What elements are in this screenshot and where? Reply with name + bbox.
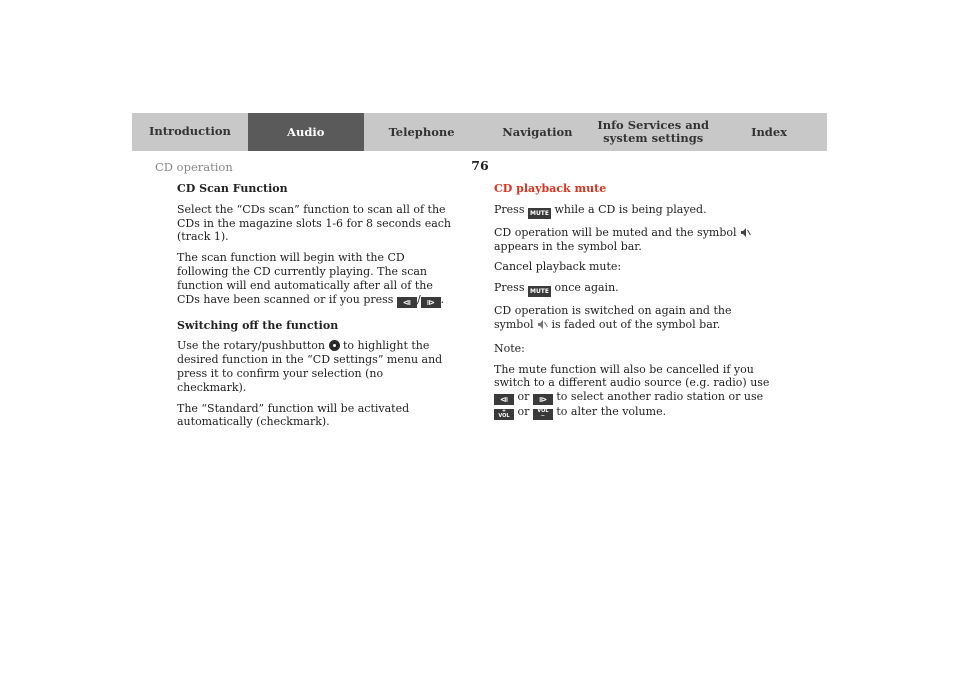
- rotary-pushbutton-icon: [329, 340, 340, 351]
- on-paragraph: [494, 304, 772, 332]
- cancel-label: Cancel playback mute:: [494, 260, 622, 274]
- note-text-b: to select another radio station or use: [556, 390, 764, 404]
- note-label: Note:: [494, 341, 525, 355]
- off-paragraph-2: The “Standard” function will be activated automatically (checkmark).: [177, 401, 410, 429]
- tab-audio[interactable]: Audio: [248, 113, 364, 151]
- mute-paragraph-1: [494, 203, 772, 219]
- slash: /: [416, 292, 421, 306]
- next-button-icon: ⧐: [421, 297, 441, 308]
- cancel-text-b: once again.: [554, 281, 619, 295]
- note-text-a: The mute function will also be cancelled if you switch to a different audio source (e.g. radio) use: [494, 362, 770, 390]
- press-label-2: Press: [494, 281, 525, 295]
- scan-paragraph-2: [177, 251, 455, 307]
- muted-speaker-icon: [537, 319, 548, 330]
- mute-button-icon: MUTE: [529, 288, 550, 296]
- scan-heading: CD Scan Function: [177, 182, 288, 195]
- next-button-icon: ⧐: [533, 394, 553, 405]
- note-or-2: or: [517, 405, 530, 419]
- volume-up-button-icon: [494, 409, 514, 420]
- tab-telephone[interactable]: Telephone: [388, 124, 455, 139]
- vol-down-label: VOL: [537, 407, 549, 414]
- left-column: [177, 182, 455, 436]
- right-column: [494, 182, 772, 427]
- prev-button-icon: ⧏: [397, 297, 417, 308]
- scan-paragraph-1: Select the “CDs scan” function to scan all of the CDs in the magazine slots 1-6 for 8 seconds each (track 1).: [177, 202, 452, 244]
- vol-up-label: VOL: [498, 413, 510, 420]
- on-text-a: CD operation is switched on again and the symbol: [494, 304, 732, 331]
- mute-text-b: while a CD is being played.: [554, 202, 707, 216]
- note-or-1: or: [517, 390, 530, 404]
- mute-text-2a: CD operation will be muted and the symbol: [494, 225, 737, 239]
- on-text-b: is faded out of the symbol bar.: [551, 317, 721, 331]
- off-text-a: Use the rotary/pushbutton: [177, 339, 326, 353]
- press-label: Press: [494, 202, 525, 216]
- mute-text-2b: appears in the symbol bar.: [494, 239, 642, 253]
- tab-index[interactable]: Index: [751, 124, 788, 139]
- off-heading: Switching off the function: [177, 318, 339, 332]
- cancel-paragraph: [494, 281, 772, 297]
- mute-heading: CD playback mute: [494, 182, 607, 195]
- note-text-c: to alter the volume.: [556, 405, 667, 419]
- section-title: CD operation: [155, 160, 233, 174]
- vol-up-plus: +: [501, 407, 507, 414]
- tab-navigation[interactable]: Navigation: [502, 124, 573, 139]
- note-paragraph: [494, 363, 772, 420]
- section-tabs: [132, 113, 827, 151]
- volume-down-button-icon: [533, 409, 553, 420]
- tab-introduction[interactable]: Introduction: [148, 124, 231, 138]
- prev-button-icon: ⧏: [494, 394, 514, 405]
- mute-button-icon: MUTE: [529, 209, 550, 217]
- off-text-b: to highlight the desired function in the “CD settings” menu and press it to confirm your selection (no checkmark).: [177, 339, 443, 394]
- muted-speaker-icon: [740, 227, 751, 238]
- scan-text-a: The scan function will begin with the CD following the CD currently playing. The scan function will end automatically after all of the CDs have been scanned or if you press: [177, 251, 433, 306]
- off-paragraph-1: [177, 339, 455, 394]
- tab-info-services[interactable]: Info Services and system settings: [597, 118, 710, 145]
- page-number: 76: [471, 158, 489, 173]
- mute-paragraph-2: [494, 226, 772, 254]
- vol-down-minus: −: [540, 413, 545, 420]
- scan-text-c: .: [440, 292, 445, 306]
